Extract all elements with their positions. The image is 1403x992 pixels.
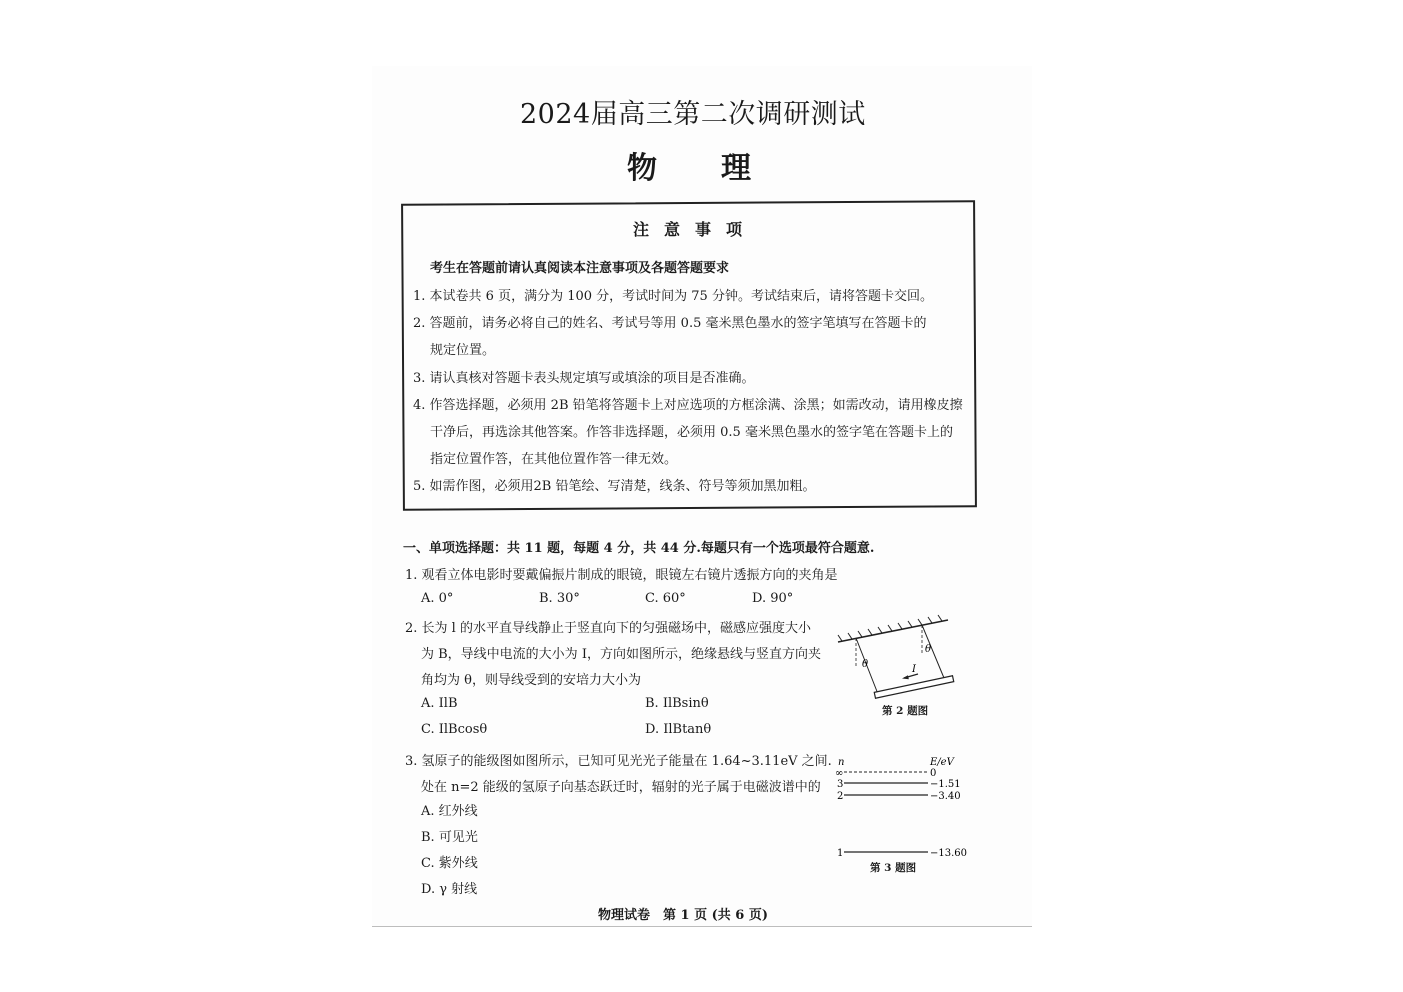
- q1-option-a: A. 0°: [421, 591, 454, 606]
- figure-2-caption: 第 2 题图: [882, 705, 929, 717]
- q2-option-b: B. IlBsinθ: [645, 696, 709, 711]
- notice-line: 1. 本试卷共 6 页，满分为 100 分，考试时间为 75 分钟。考试结束后，请将答题卡交回。: [413, 289, 933, 304]
- q3-option-c: C. 紫外线: [421, 856, 478, 871]
- question-2-stem: 角均为 θ，则导线受到的安培力大小为: [421, 673, 641, 688]
- page-footer: 物理试卷 第 1 页 (共 6 页): [598, 908, 769, 923]
- notice-line: 4. 作答选择题，必须用 2B 铅笔将答题卡上对应选项的方框涂满、涂黑；如需改动，请用橡皮擦: [413, 398, 963, 413]
- notice-line: 规定位置。: [430, 343, 496, 358]
- question-2-stem: 为 B，导线中电流的大小为 I，方向如图所示，绝缘悬线与竖直方向夹: [421, 647, 821, 662]
- level-energy: −1.51: [930, 779, 961, 790]
- q1-option-d: D. 90°: [752, 591, 794, 606]
- notice-line: 3. 请认真核对答题卡表头规定填写或填涂的项目是否准确。: [413, 371, 755, 386]
- theta-label-left: θ: [862, 659, 869, 670]
- q2-option-d: D. IlBtanθ: [645, 722, 712, 737]
- notice-line: 5. 如需作图，必须用2B 铅笔绘、写清楚，线条、符号等须加黑加粗。: [413, 479, 816, 494]
- notice-line: 指定位置作答，在其他位置作答一律无效。: [430, 452, 678, 467]
- question-3-stem: 3. 氢原子的能级图如图所示，已知可见光光子能量在 1.64~3.11eV 之间.: [405, 754, 832, 769]
- level-energy: 0: [930, 768, 937, 779]
- notice-heading: 注意事项: [633, 220, 758, 239]
- energy-axis-label: E/eV: [930, 757, 954, 768]
- level-energy: −13.60: [930, 848, 968, 859]
- question-1-stem: 1. 观看立体电影时要戴偏振片制成的眼镜，眼镜左右镜片透振方向的夹角是: [405, 568, 838, 583]
- q1-option-b: B. 30°: [539, 591, 580, 606]
- q2-option-a: A. IlB: [421, 696, 458, 711]
- q3-option-d: D. γ 射线: [421, 882, 478, 897]
- n-axis-label: n: [838, 757, 845, 768]
- exam-title: 2024届高三第二次调研测试: [520, 99, 866, 130]
- subject-title: 物理: [627, 151, 815, 186]
- notice-line: 2. 答题前，请务必将自己的姓名、考试号等用 0.5 毫米黑色墨水的签字笔填写在答题卡的: [413, 316, 927, 331]
- question-3-stem: 处在 n=2 能级的氢原子向基态跃迁时，辐射的光子属于电磁波谱中的: [421, 780, 821, 795]
- notice-line: 干净后，再选涂其他答案。作答非选择题，必须用 0.5 毫米黑色墨水的签字笔在答题卡上的: [430, 425, 953, 440]
- theta-label-right: θ: [925, 644, 932, 655]
- q1-option-c: C. 60°: [645, 591, 686, 606]
- question-2-stem: 2. 长为 l 的水平直导线静止于竖直向下的匀强磁场中，磁感应强度大小: [405, 621, 811, 636]
- energy-level-diagram: [832, 752, 972, 860]
- level-energy: −3.40: [930, 791, 961, 802]
- level-label: 1: [837, 848, 844, 859]
- figure-3-caption: 第 3 题图: [870, 862, 917, 874]
- level-label: 3: [837, 779, 844, 790]
- notice-intro: 考生在答题前请认真阅读本注意事项及各题答题要求: [430, 261, 730, 276]
- q2-option-c: C. IlBcosθ: [421, 722, 488, 737]
- section-heading: 一、单项选择题：共 11 题，每题 4 分，共 44 分.每题只有一个选项最符合题意.: [403, 541, 875, 556]
- q3-option-b: B. 可见光: [421, 830, 478, 845]
- q3-option-a: A. 红外线: [421, 804, 478, 819]
- level-label: 2: [837, 791, 844, 802]
- question-2-figure: [830, 612, 960, 702]
- level-label: ∞: [835, 768, 844, 779]
- current-label: I: [912, 664, 916, 675]
